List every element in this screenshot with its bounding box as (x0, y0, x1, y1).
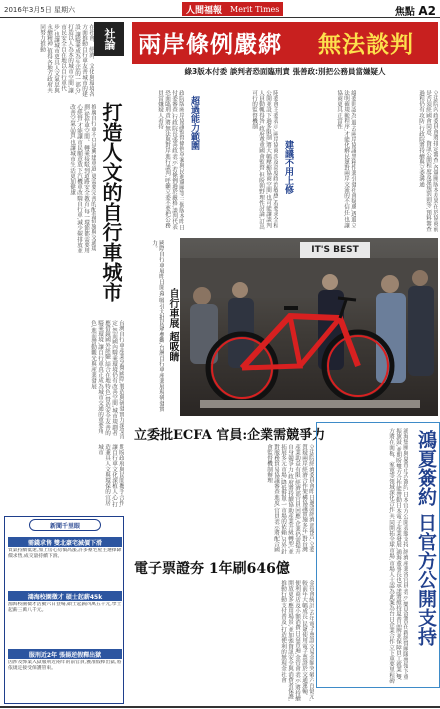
main-story-body: 立法院內政委員會將排定審查,各黨團版本差異在於協商前是否須經國會同意、資訊公開程度及違規罰則等,預料審查過程仍有攻防,行政院將持續與立委溝通 (418, 90, 438, 232)
ticket-headline: 電子票證夯 1年刷646億 (134, 561, 290, 577)
news-brief-title: 需錢求售 雙北豪宅減價下滑 (8, 537, 122, 547)
pullquote-right: 建議不用上修 (283, 140, 293, 194)
ecfa-story-body: 立法院經濟委員會昨日邀請經濟部報告,立委質疑兩岸經濟合作架構協議實施多年,對台灣產業助益有限,經濟部官員回應,企業仍需提升自身競爭力,政府將持續協助產業升級轉型,並拓展多元市場,降低對單一市場的依賴,另外針對服務貿易協議審查進度,官員表示將配合國會監督機制辦理 (266, 444, 314, 554)
news-brief-body: 鴻海校園徵才活動六日登場,碩士起薪四萬五千元,學士起薪三萬八千元。 (8, 602, 122, 613)
news-brief-body: 因涉及弊案入獄服刑近兩年的前官員,獲准假釋出獄,將依規定接受保護管束。 (8, 660, 122, 671)
news-brief-title: 服刑近2年 張揚逆假釋出獄 (8, 649, 122, 659)
section-name: 焦點 (394, 7, 415, 18)
editorial-body-text: 推廣自行車不只是興建車道,更需要完善的配套措施與交通規劃,從停車空間、轉乘接駁到道路安全教育,每一環節都需要用心經營,才能讓市民願意放下汽機車改騎自行車,減少碳排放並改善空氣品質,也讓城市生活更加健康 (69, 104, 96, 254)
bicycle-illustration (180, 238, 438, 416)
pullquote-left: 超過能力範圍 (189, 96, 199, 150)
ticket-story-body: 金管會統計,去年電子票證交易金額突破六百億元,較前年大幅成長,民眾使用電子票證於交通運輸、便利商店及小額消費日益普遍,金管會表示,將持續開放更多應用場景,並加強資訊安全與消費者保護,推動行動支付普及,打造便利的無現金社會 (280, 580, 314, 702)
editorial-title: 打造人文的自行車城市 (99, 102, 123, 302)
news-brief-title: 鴻海校園徵才 碩士起薪45k (8, 591, 122, 601)
main-story-body: 陸委會主委表示,兩岸協商涉及高度政治敏感,若要求全程公開並設下過多限制,將大幅壓縮協商空間,也可能讓談判人員動輒得咎,政府尊重國會監督,但盼朝野理性討論,訂出可行的監督機制 (251, 90, 278, 230)
main-headline-right: 無法談判 (318, 31, 414, 58)
sidebar-story-body: 鴻海集團與夏普正式簽約,日本官方公開表態支持,經濟產業省官員表示,樂見夏普在新經營團隊帶領下重振旗鼓,並期盼雙方合作能帶動日本電子產業發展,鴻海董事長也承諾將維持夏普品牌並保障員工就業,雙方將在面板、家電等領域深化合作,共同開拓全球市場,市場人士認為此案為台日企業合作立下重要里程碑 (388, 428, 408, 684)
section-label (395, 3, 436, 18)
main-headline-banner (132, 22, 438, 64)
news-brief-heading: 新聞千里眼 (29, 519, 101, 531)
main-subhead: 綠3版本付委 談判者恐面臨刑責 張善政:別把公務員當嫌疑人 (184, 67, 386, 76)
ecfa-headline: 立委批ECFA 官員:企業需競爭力 (134, 428, 326, 443)
main-story-body: 綠委則認為,過去兩岸協議黑箱作業引發社會疑慮,透過立法明確規範程序,才能化解民眾對兩岸交流的不信任,也讓協商更具正當性 (336, 90, 356, 228)
news-brief-item (8, 537, 122, 588)
masthead-logo: 人間福報 (182, 2, 226, 16)
photo-title: 自行車展 超吸睛 (167, 288, 178, 362)
photo-banner: IT'S BEST (300, 242, 370, 258)
page-number: A2 (418, 4, 436, 18)
sidebar-story-title: 鴻夏簽約 日官方公開支持 (415, 430, 437, 646)
editorial-body-text: 台灣自行車產業享譽國際,製造與研發實力深受肯定,然而國內騎乘環境仍有改善空間,城市規劃者應借鏡國外經驗,結合在地特色,營造安全友善的騎乘環境,讓自行車真正成為城市交通的重要角色,進而帶動觀光與產業發展 (90, 320, 124, 440)
bottom-rule (0, 706, 440, 708)
news-brief-item (8, 649, 122, 702)
editorial-body-text: 在社會、經濟、文化與環境各方面推動自行車友善城市的建設,讓騎乘成為生活的一部分,打造以人為本的城市空間,讓市民安全自在地以自行車代步,也讓城市更具人文氣息與永續精神,值得各地方政府共同努力推動 (39, 24, 94, 97)
editorial-body-text: 期盼政府與民間攜手合作,讓自行車文化深植人心,打造兼具人文與環保的宜居城市 (97, 444, 124, 508)
page-header (0, 0, 440, 18)
news-brief-box (4, 516, 124, 704)
masthead-logo-english: Merit Times (226, 2, 283, 16)
news-brief-body: 賈氣持續低迷,加上房心房價高漲,許多豪宅屋主選擇降價求售,成交量持續下滑。 (8, 548, 122, 559)
main-headline-left: 兩岸條例嚴綁 (138, 31, 282, 58)
photo-caption: 國際自行車展昨日開幕,吸引大批民眾參觀,台灣自行車產業展現研發實力。 (151, 240, 164, 412)
editorial-tag: 社論 (94, 22, 124, 56)
issue-date: 2016年3月5日 星期六 (4, 6, 75, 14)
main-story-body: 政院版兩岸協議監督條例草案與民進黨團等三個版本昨日付委審查,行政院長張善政表示,若條例過於嚴格,談判代表恐面臨刑責,將無法與對岸進行談判,呼籲立委不要把公務員當嫌疑人看待 (157, 90, 184, 230)
news-brief-item (8, 591, 122, 646)
editorial-column (2, 20, 128, 706)
bicycle-expo-photo (180, 238, 438, 416)
